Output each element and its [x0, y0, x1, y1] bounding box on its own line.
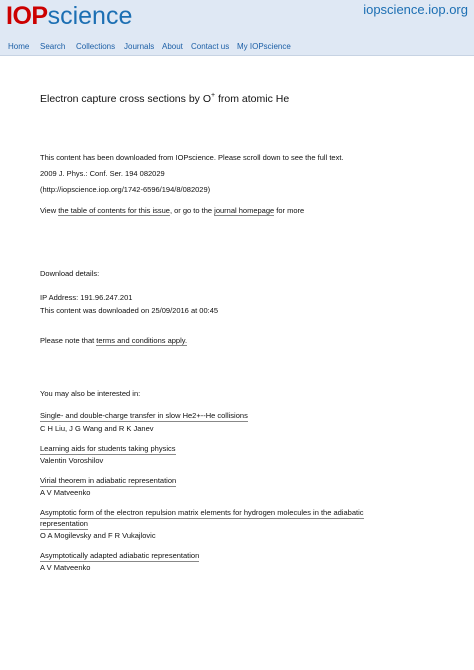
doi-url: (http://iopscience.iop.org/1742-6596/194/8/082029) [40, 185, 211, 194]
download-notice: This content has been downloaded from IOPscience. Please scroll down to see the full text. [40, 153, 344, 162]
terms-link[interactable]: terms and conditions apply. [96, 336, 188, 345]
journal-homepage-link[interactable]: journal homepage [214, 206, 275, 215]
related-item-2-title[interactable]: Learning aids for students taking physics [40, 444, 176, 453]
ip-address: IP Address: 191.96.247.201 [40, 293, 133, 302]
related-item-1-title[interactable]: Single- and double-charge transfer in slow He2+--He collisions [40, 411, 248, 420]
nav-contact-us[interactable]: Contact us [191, 42, 230, 51]
related-item-1-authors: C H Liu, J G Wang and R K Janev [40, 424, 154, 433]
related-item-3-title[interactable]: Virial theorem in adiabatic representation [40, 476, 177, 485]
logo-science: science [47, 2, 133, 30]
citation: 2009 J. Phys.: Conf. Ser. 194 082029 [40, 169, 165, 178]
nav-about[interactable]: About [162, 42, 183, 51]
related-item-3-authors: A V Matveenko [40, 488, 91, 497]
site-header [0, 0, 474, 40]
download-date: This content was downloaded on 25/09/2016 at 00:45 [40, 306, 219, 315]
logo-iop: IOP [6, 2, 48, 30]
related-item-4-title-line2[interactable]: representation [40, 519, 88, 528]
nav-journals[interactable]: Journals [124, 42, 155, 51]
site-url-link[interactable]: iopscience.iop.org [363, 2, 468, 17]
nav-my-iopscience[interactable]: My IOPscience [237, 42, 291, 51]
view-line [40, 206, 304, 216]
title-superscript: + [211, 92, 216, 99]
toc-link[interactable]: the table of contents for this issue [58, 206, 170, 215]
nav-bar [0, 40, 474, 56]
view-prefix: View [40, 206, 59, 215]
related-item-5-title[interactable]: Asymptotically adapted adiabatic representation [40, 551, 200, 560]
title-main: Electron capture cross sections by O [40, 93, 211, 105]
view-suffix: for more [274, 206, 305, 215]
article-title [40, 92, 289, 105]
related-heading: You may also be interested in: [40, 389, 141, 398]
terms-prefix: Please note that [40, 336, 97, 345]
title-suffix: from atomic He [215, 93, 290, 105]
nav-home[interactable]: Home [8, 42, 30, 51]
related-item-4-authors: O A Mogilevsky and F R Vukajlovic [40, 531, 156, 540]
related-item-2-authors: Valentin Voroshilov [40, 456, 104, 465]
view-middle: , or go to the [169, 206, 215, 215]
related-item-4-title[interactable]: Asymptotic form of the electron repulsion matrix elements for hydrogen molecules in the adiabatic [40, 508, 364, 517]
iopscience-logo[interactable] [6, 1, 132, 31]
related-item-5-authors: A V Matveenko [40, 563, 91, 572]
terms-line [40, 336, 187, 346]
nav-collections[interactable]: Collections [76, 42, 116, 51]
nav-search[interactable]: Search [40, 42, 66, 51]
download-details-heading: Download details: [40, 269, 100, 278]
